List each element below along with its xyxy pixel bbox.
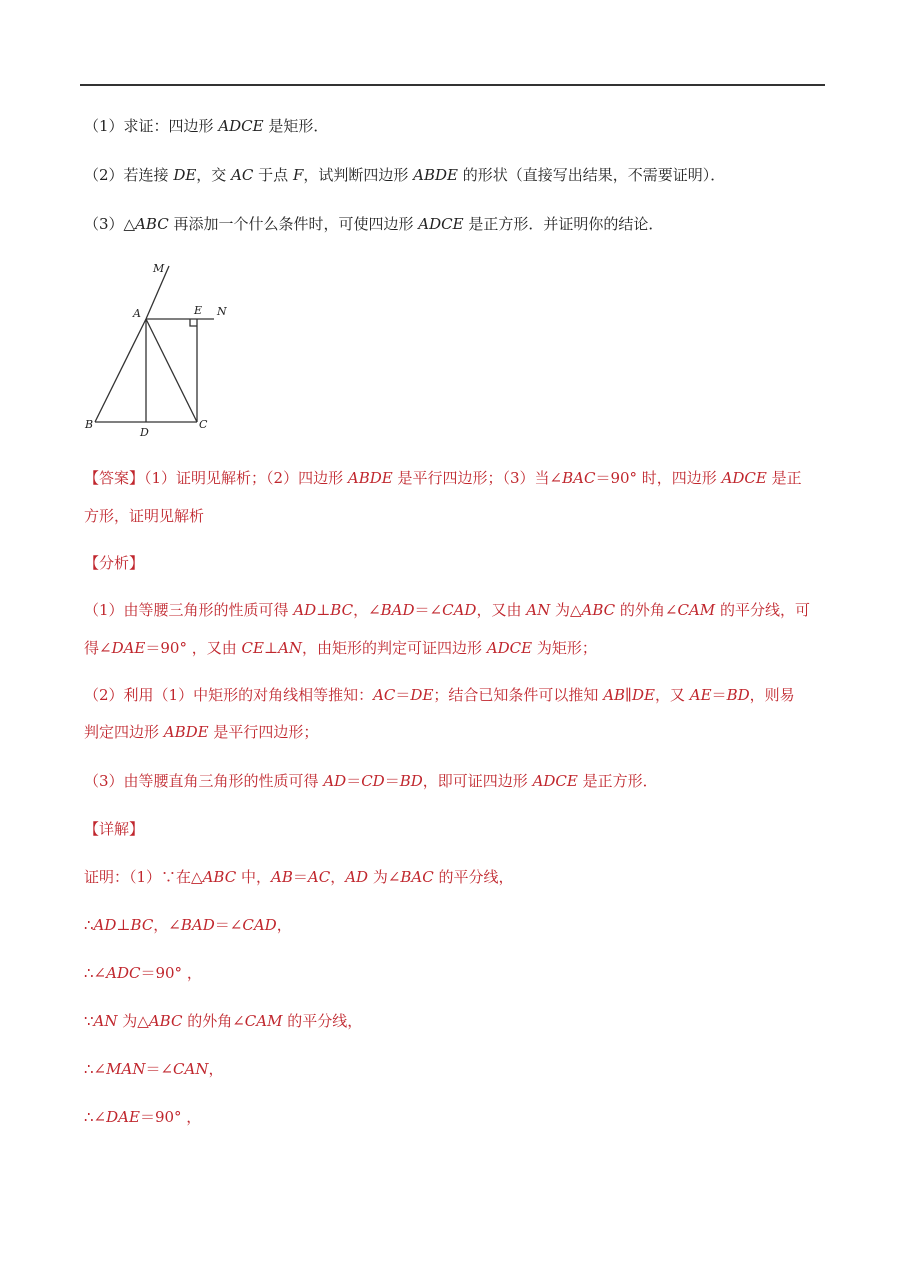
analysis-p3: （3）由等腰直角三角形的性质可得 AD＝CD＝BD，即可证四边形 ADCE 是正方形． xyxy=(84,772,658,790)
right-angle-mark xyxy=(190,319,197,326)
label-c: C xyxy=(199,418,208,431)
analysis-p1-line1: （1）由等腰三角形的性质可得 AD⊥BC，∠BAD＝∠CAD，又由 AN 为△ABC 的外角∠CAM 的平分线，可 xyxy=(84,601,810,619)
answer-tag: 【答案】 xyxy=(84,469,145,487)
question-3: （3）△ABC 再添加一个什么条件时，可使四边形 ADCE 是正方形．并证明你的结论． xyxy=(84,215,664,233)
detail-line-1: 证明：（1）∵在△ABC 中，AB＝AC，AD 为∠BAC 的平分线， xyxy=(84,868,514,886)
analysis-p2-line1: （2）利用（1）中矩形的对角线相等推知：AC＝DE；结合已知条件可以推知 AB∥DE，又 AE＝BD，则易 xyxy=(84,686,795,704)
analysis-p1-line2: 得∠DAE＝90° ，又由 CE⊥AN，由矩形的判定可证四边形 ADCE 为矩形； xyxy=(84,639,597,657)
detail-tag: 【详解】 xyxy=(84,820,145,838)
analysis-tag: 【分析】 xyxy=(84,554,145,572)
detail-line-4: ∵AN 为△ABC 的外角∠CAM 的平分线， xyxy=(84,1012,363,1030)
answer-line-1: 【答案】（1）证明见解析；（2）四边形 ABDE 是平行四边形；（3）当∠BAC＝90° 时，四边形 ADCE 是正 xyxy=(84,469,802,487)
label-m: M xyxy=(153,262,165,275)
analysis-p2-line2: 判定四边形 ABDE 是平行四边形； xyxy=(84,723,319,741)
question-2: （2）若连接 DE，交 AC 于点 F，试判断四边形 ABDE 的形状（直接写出结果，不需要证明）． xyxy=(84,166,726,184)
answer-line-2: 方形，证明见解析 xyxy=(84,507,205,525)
segment-ab xyxy=(95,319,146,422)
label-b: B xyxy=(85,418,94,431)
detail-line-3: ∴∠ADC＝90° ， xyxy=(84,964,202,982)
label-n: N xyxy=(217,305,227,318)
detail-line-5: ∴∠MAN＝∠CAN， xyxy=(84,1060,224,1078)
label-a: A xyxy=(133,307,141,320)
question-1: （1）求证：四边形 ADCE 是矩形． xyxy=(84,117,329,135)
detail-line-2: ∴AD⊥BC，∠BAD＝∠CAD， xyxy=(84,916,292,934)
header-rule xyxy=(80,84,825,86)
label-d: D xyxy=(140,426,149,439)
segment-ac xyxy=(146,319,197,422)
label-e: E xyxy=(194,304,203,317)
geometry-figure xyxy=(80,258,240,443)
detail-line-6: ∴∠DAE＝90° ， xyxy=(84,1108,202,1126)
